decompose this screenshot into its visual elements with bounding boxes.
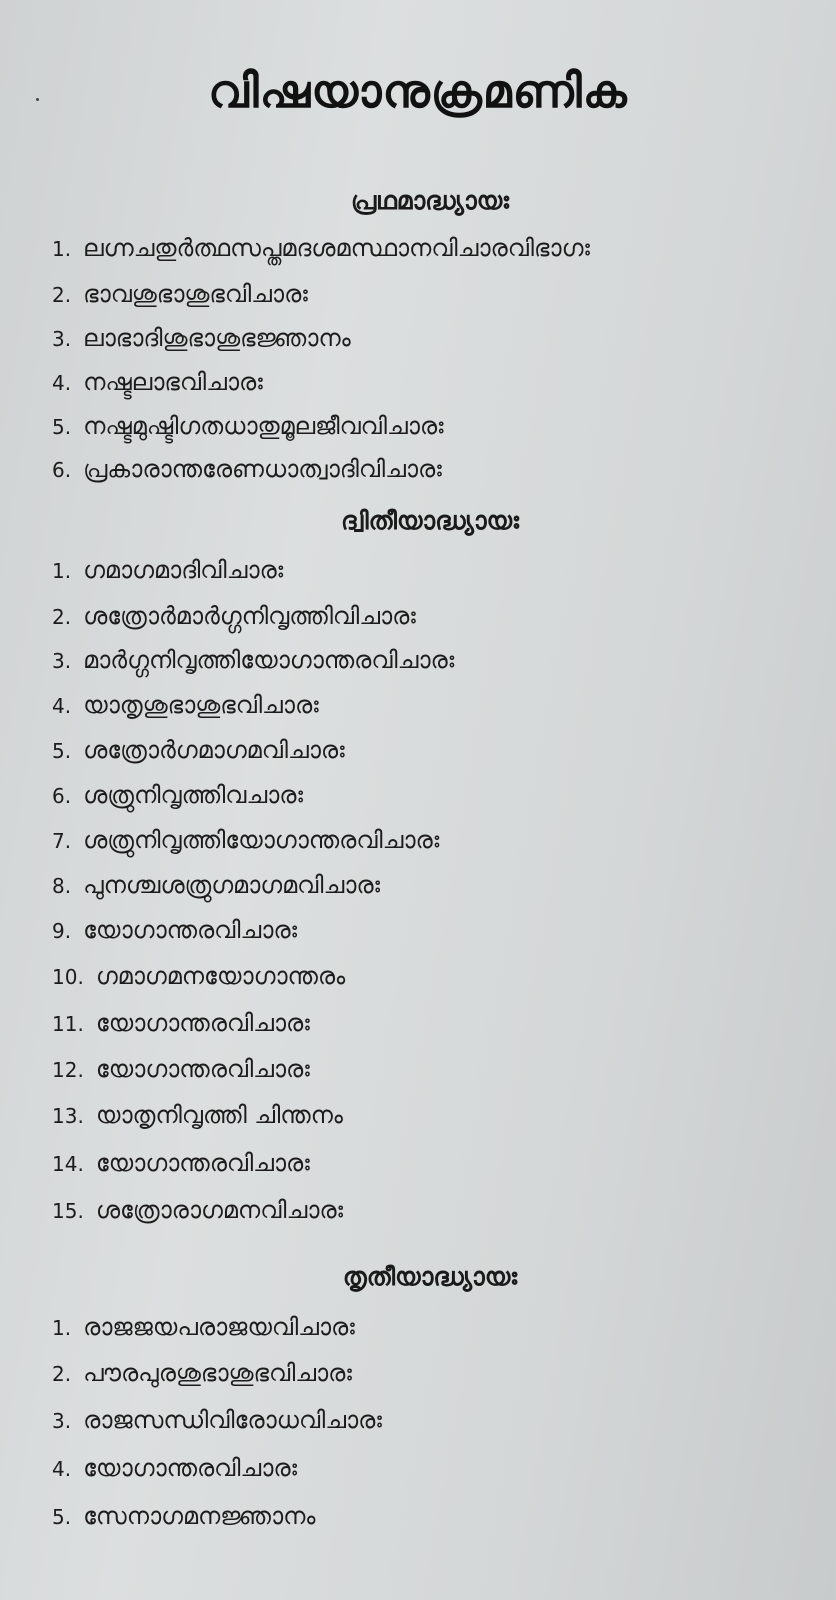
item-number: 8.: [52, 874, 72, 898]
item-number: 9.: [52, 919, 72, 943]
item-text: യോഗാന്തരവിചാരഃ: [95, 1149, 310, 1177]
item-text: പ്രകാരാന്തരേണധാത്വാദിവിചാരഃ: [83, 455, 442, 483]
list-item: [52, 1313, 355, 1341]
item-number: 13.: [52, 1104, 84, 1128]
item-number: 1.: [52, 237, 72, 261]
list-item: [52, 234, 590, 262]
item-number: 2.: [52, 1362, 72, 1386]
item-text: ഗമാഗമാദിവിചാരഃ: [83, 556, 284, 584]
list-item: [52, 916, 297, 944]
list-item: [52, 871, 380, 899]
list-item: [52, 602, 416, 630]
item-text: നഷ്ടലാഭവിചാരഃ: [83, 368, 263, 396]
item-number: 5.: [52, 1505, 72, 1529]
list-item: [52, 736, 345, 764]
item-number: 3.: [52, 649, 72, 673]
item-text: രാജസന്ധിവിരോധവിചാരഃ: [83, 1406, 382, 1434]
item-number: 6.: [52, 784, 72, 808]
item-number: 14.: [52, 1152, 84, 1176]
list-item: [52, 556, 283, 584]
list-item: [52, 1454, 297, 1482]
item-text: ശത്രോർഗമാഗമവിചാരഃ: [83, 736, 345, 764]
item-text: പൗരപുരശുഭാശുഭവിചാരഃ: [83, 1359, 352, 1387]
item-number: 3.: [52, 327, 72, 351]
list-item: [52, 1359, 352, 1387]
item-text: ശത്രോർമാർഗ്ഗനിവൃത്തിവിചാരഃ: [83, 602, 416, 630]
item-number: 4.: [52, 371, 72, 395]
item-number: 11.: [52, 1012, 84, 1036]
list-item: [52, 781, 303, 809]
item-text: ലാഭാദിശുഭാശുഭജ്ഞാനം: [83, 324, 351, 352]
item-text: ഭാവശുഭാശുഭവിചാരഃ: [83, 280, 308, 308]
item-number: 3.: [52, 1409, 72, 1433]
item-number: 5.: [52, 739, 72, 763]
item-text: യോഗാന്തരവിചാരഃ: [83, 1454, 298, 1482]
item-number: 2.: [52, 283, 72, 307]
section-heading-1: പ്രഥമാദ്ധ്യായഃ: [351, 186, 509, 215]
list-item: [52, 691, 319, 719]
item-text: യോഗാന്തരവിചാരഃ: [83, 916, 298, 944]
item-text: ലഗ്നചതുർത്ഥസപ്തമദശമസ്ഥാനവിചാരവിഭാഗഃ: [83, 234, 590, 262]
item-text: ശത്രോരാഗമനവിചാരഃ: [95, 1196, 344, 1224]
list-item: [52, 1055, 310, 1083]
list-item: [52, 1406, 382, 1434]
item-text: യാതൃശുഭാശുഭവിചാരഃ: [83, 691, 319, 719]
item-number: 1.: [52, 1316, 72, 1340]
item-number: 4.: [52, 1457, 72, 1481]
item-number: 6.: [52, 458, 72, 482]
item-number: 5.: [52, 415, 72, 439]
item-text: യോഗാന്തരവിചാരഃ: [95, 1055, 310, 1083]
section-heading-2: ദ്വിതീയാദ്ധ്യായഃ: [341, 506, 519, 535]
list-item: [52, 455, 442, 483]
item-text: ഗമാഗമനയോഗാന്തരം: [95, 962, 346, 990]
list-item: [52, 1101, 343, 1129]
item-number: 7.: [52, 829, 72, 853]
list-item: [52, 1502, 316, 1530]
list-item: [52, 368, 263, 396]
list-item: [52, 1009, 310, 1037]
item-text: ശത്രുനിവൃത്തിയോഗാന്തരവിചാരഃ: [83, 826, 440, 854]
list-item: [52, 412, 444, 440]
item-text: മാർഗ്ഗനിവൃത്തിയോഗാന്തരവിചാരഃ: [83, 646, 455, 674]
item-text: പുനശ്ചശത്രുഗമാഗമവിചാരഃ: [83, 871, 381, 899]
item-text: ശത്രുനിവൃത്തിവചാരഃ: [83, 781, 304, 809]
list-item: [52, 646, 454, 674]
item-text: നഷ്ടമുഷ്ടിഗതധാതുമൂലജീവവിചാരഃ: [83, 412, 444, 440]
list-item: [52, 324, 351, 352]
list-item: [52, 826, 439, 854]
item-number: 15.: [52, 1199, 84, 1223]
list-item: [52, 962, 345, 990]
list-item: [52, 1149, 310, 1177]
item-text: യോഗാന്തരവിചാരഃ: [95, 1009, 310, 1037]
item-number: 10.: [52, 965, 84, 989]
item-number: 1.: [52, 559, 72, 583]
list-item: [52, 280, 308, 308]
item-number: 4.: [52, 694, 72, 718]
item-text: സേനാഗമനജ്ഞാനം: [83, 1502, 316, 1530]
item-text: രാജജയപരാജയവിചാരഃ: [83, 1313, 355, 1341]
page-title: വിഷയാനുക്രമണിക: [208, 64, 628, 118]
item-text: യാതൃനിവൃത്തി ചിന്തനം: [95, 1101, 343, 1129]
section-heading-3: തൃതീയാദ്ധ്യായഃ: [342, 1262, 518, 1291]
item-number: 2.: [52, 605, 72, 629]
item-number: 12.: [52, 1058, 84, 1082]
list-item: [52, 1196, 343, 1224]
